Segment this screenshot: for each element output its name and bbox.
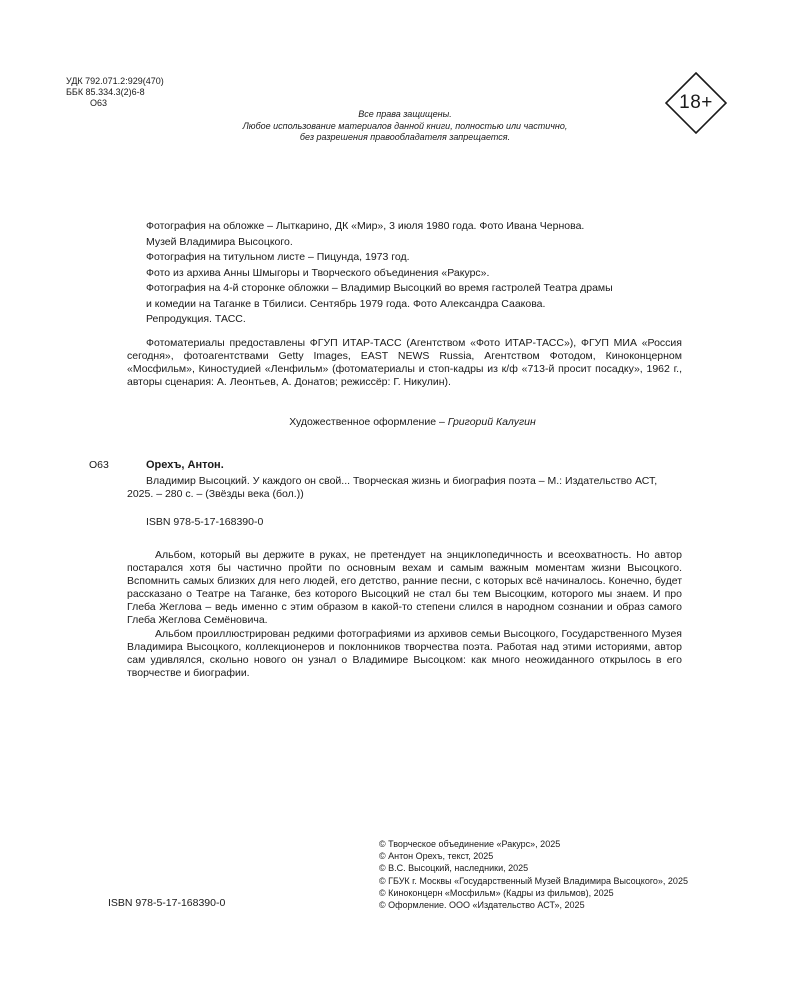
copyright-line: © Творческое объединение «Ракурс», 2025 xyxy=(379,839,561,849)
classification-block xyxy=(66,76,164,109)
catalog-code: О63 xyxy=(89,459,109,471)
design-credit xyxy=(180,416,645,428)
author-sign-code: О63 xyxy=(90,98,108,108)
catalog-author: Орехъ, Антон. xyxy=(146,459,224,471)
age-rating-text: 18+ xyxy=(679,92,713,113)
design-label: Художественное оформление – xyxy=(289,416,448,428)
photo-credit-line: и комедии на Таганке в Тбилиси. Сентябрь 1979 года. Фото Александра Саакова. xyxy=(146,297,546,310)
photo-credit-line: Фото из архива Анны Шмыгоры и Творческого объединения «Ракурс». xyxy=(146,266,490,279)
rights-line-3: без разрешения правообладателя запрещается. xyxy=(299,132,511,142)
photo-credit-line: Фотография на обложке – Лыткарино, ДК «Мир», 3 июля 1980 года. Фото Ивана Чернова. xyxy=(146,220,585,232)
photo-credit-line: Репродукция. ТАСС. xyxy=(146,313,246,325)
photo-materials: Фотоматериалы предоставлены ФГУП ИТАР-ТАСС (Агентством «Фото ИТАР-ТАСС»), ФГУП МИА «Россия сегодня», фотоагентствами Getty Images, EAST NEWS Russia, Агентством Фотодом, Киноконцерном «Мосфильм», Киностудией «Ленфильм» (фотоматериалы и стоп-кадры из к/ф «713-й просит посадку», 1962 г., авторы сценария: А. Леонтьев, А. Донатов; режиссёр: Г. Никулин). xyxy=(127,337,682,388)
catalog-description: Владимир Высоцкий. У каждого он свой... Творческая жизнь и биография поэта – М.: Издательство АСТ, 2025. – 280 с. – (Звёзды века (бол.)) xyxy=(127,475,658,500)
bbk-code: ББК 85.334.3(2)6-8 xyxy=(66,87,145,97)
rights-line-2: Любое использование материалов данной книги, полностью или частично, xyxy=(242,120,568,131)
abstract-paragraph: Альбом проиллюстрирован редкими фотографиями из архивов семьи Высоцкого, Государственного Музея Владимира Высоцкого, коллекционеров и поклонников творчества поэта. Работая над этими историями, автор сам удивлялся, скольно нового он узнал о Владимире Высоцком: как много неожиданного открылось в его творчестве и биографии. xyxy=(127,628,682,679)
photo-credit-line: Музей Владимира Высоцкого. xyxy=(146,235,293,248)
copyright-block xyxy=(379,838,688,911)
copyright-line: © В.С. Высоцкий, наследники, 2025 xyxy=(379,863,529,874)
photo-credit-line: Фотография на титульном листе – Пицунда, 1973 год. xyxy=(146,251,410,263)
copyright-line: © Киноконцерн «Мосфильм» (Кадры из фильмов), 2025 xyxy=(379,887,614,898)
udk-code: УДК 792.071.2:929(470) xyxy=(66,76,164,86)
rights-notice xyxy=(180,109,630,144)
abstract-paragraph: Альбом, который вы держите в руках, не претендует на энциклопедичность и всеохватность. Но автор постарался хотя бы частично пройти по основным вехам и самым важным моментам жизни Высоцкого. Вспомнить самых близких для него людей, его детство, ранние песни, с которых всё начиналось. Конечно, будет рассказано о Театре на Таганке, без которого Высоцкий не стал бы тем Высоцким, которого мы знаем. И про Глеба Жеглова – ведь именно с этим образом в какой-то степени слился в народном сознании и образ самого Глеба Жеглова Семёновича. xyxy=(127,549,682,626)
footer-isbn: ISBN 978-5-17-168390-0 xyxy=(108,897,226,909)
catalog-isbn: ISBN 978-5-17-168390-0 xyxy=(146,516,264,528)
photo-credit-line: Фотография на 4-й сторонке обложки – Владимир Высоцкий во время гастролей Театра драмы xyxy=(146,282,613,294)
copyright-line: © Антон Орехъ, текст, 2025 xyxy=(379,851,494,862)
photo-credits xyxy=(146,220,686,329)
age-rating-badge xyxy=(665,72,727,134)
copyright-line: © Оформление. ООО «Издательство АСТ», 2025 xyxy=(379,900,585,911)
abstract xyxy=(127,549,682,680)
designer-name: Григорий Калугин xyxy=(447,416,536,428)
rights-line-1: Все права защищены. xyxy=(358,109,452,119)
copyright-line: © ГБУК г. Москвы «Государственный Музей Владимира Высоцкого», 2025 xyxy=(379,875,688,886)
